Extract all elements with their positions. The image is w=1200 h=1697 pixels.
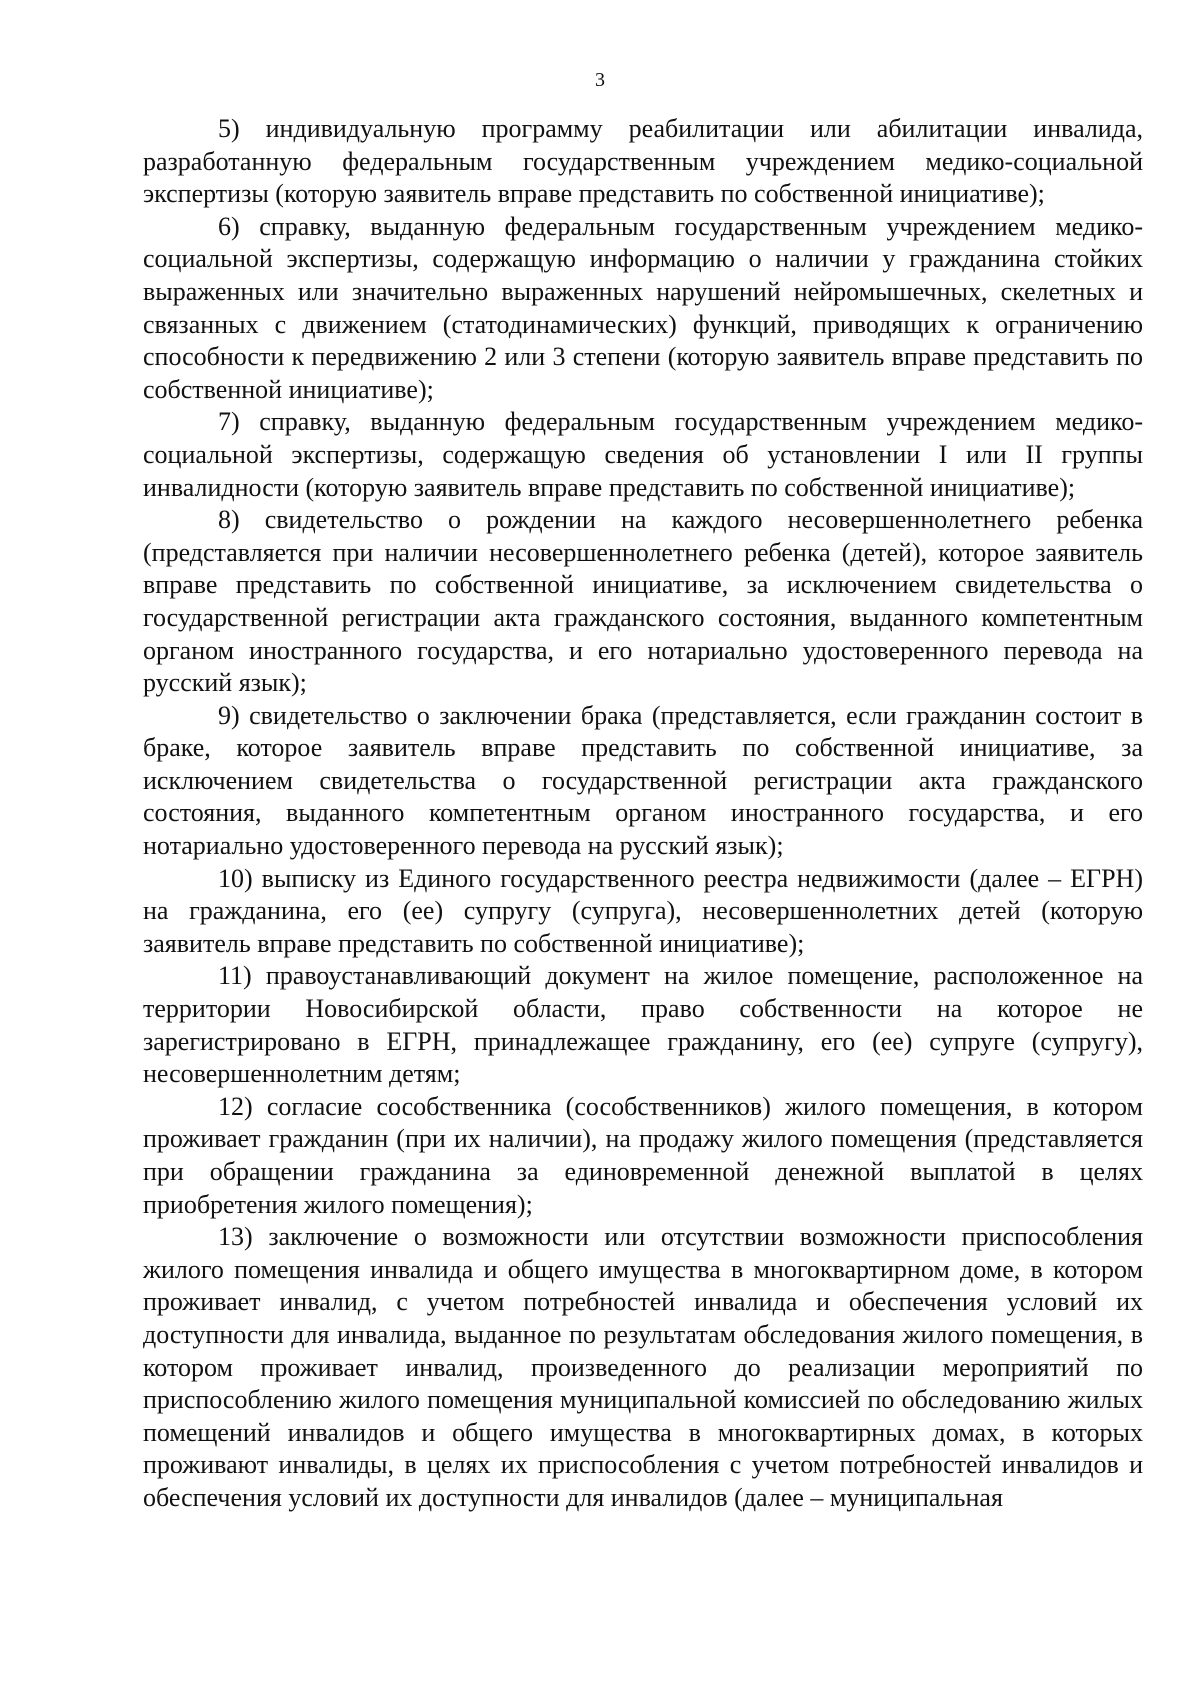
list-item-6: 6) справку, выданную федеральным государственным учреждением медико-социальной экспертизы, содержащую информацию о наличии у гражданина стойких выраженных или значительно выраженных нарушений нейромышечных, скелетных и связанных с движением (статодинамических) функций, приводящих к ограничению способности к передвижению 2 или 3 степени (которую заявитель вправе представить по собственной инициативе); (143, 211, 1143, 404)
page-number: 3 (595, 69, 605, 91)
list-item-11: 11) правоустанавливающий документ на жилое помещение, расположенное на территории Новосибирской области, право собственности на которое не зарегистрировано в ЕГРН, принадлежащее гражданину, его (ее) супруге (супругу), несовершеннолетним детям; (143, 961, 1143, 1089)
list-item-10: 10) выписку из Единого государственного реестра недвижимости (далее – ЕГРН) на гражданина, его (ее) супругу (супруга), несовершеннолетних детей (которую заявитель вправе представить по собственной инициативе); (143, 863, 1143, 958)
list-item-5: 5) индивидуальную программу реабилитации или абилитации инвалида, разработанную федеральным государственным учреждением медико-социальной экспертизы (которую заявитель вправе представить по собственной инициативе); (143, 114, 1143, 209)
list-item-12: 12) согласие сособственника (сособственников) жилого помещения, в котором проживает гражданин (при их наличии), на продажу жилого помещения (представляется при обращении гражданина за единовременной денежной выплатой в целях приобретения жилого помещения); (143, 1091, 1143, 1219)
list-item-9: 9) свидетельство о заключении брака (представляется, если гражданин состоит в браке, которое заявитель вправе представить по собственной инициативе, за исключением свидетельства о государственной регистрации акта гражданского состояния, выданного компетентным органом иностранного государства, и его нотариально удостоверенного перевода на русский язык); (143, 700, 1143, 861)
list-item-8: 8) свидетельство о рождении на каждого несовершеннолетнего ребенка (представляется при наличии несовершеннолетнего ребенка (детей), которое заявитель вправе представить по собственной инициативе, за исключением свидетельства о государственной регистрации акта гражданского состояния, выданного компетентным органом иностранного государства, и его нотариально удостоверенного перевода на русский язык); (143, 505, 1143, 698)
document-body (143, 113, 1143, 1515)
list-item-13: 13) заключение о возможности или отсутствии возможности приспособления жилого помещения инвалида и общего имущества в многоквартирном доме, в котором проживает инвалид, с учетом потребностей инвалида и обеспечения условий их доступности для инвалида, выданное по результатам обследования жилого помещения, в котором проживает инвалид, произведенного до реализации мероприятий по приспособлению жилого помещения муниципальной комиссией по обследованию жилых помещений инвалидов и общего имущества в многоквартирных домах, в которых проживают инвалиды, в целях их приспособления с учетом потребностей инвалидов и обеспечения условий их доступности для инвалидов (далее – муниципальная (143, 1222, 1143, 1512)
list-item-7: 7) справку, выданную федеральным государственным учреждением медико-социальной экспертизы, содержащую сведения об установлении I или II группы инвалидности (которую заявитель вправе представить по собственной инициативе); (143, 407, 1143, 502)
